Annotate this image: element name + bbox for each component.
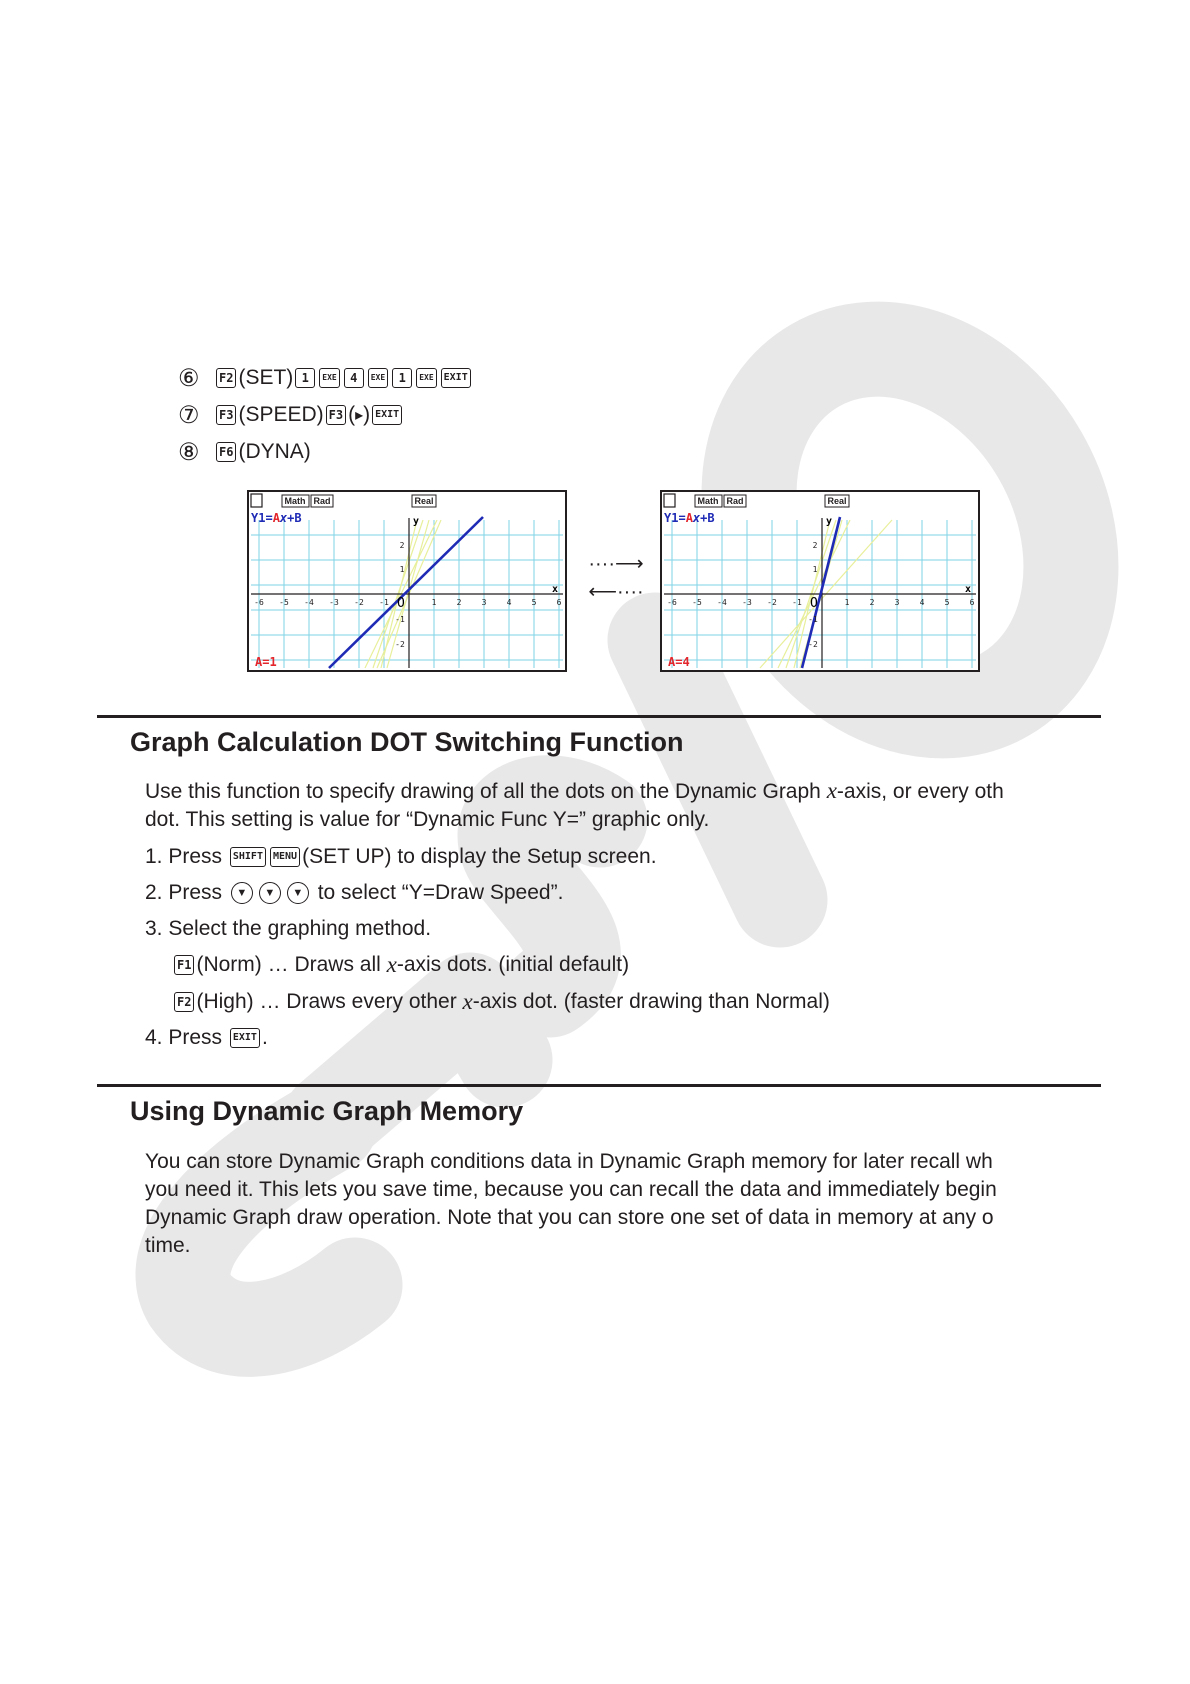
x-tick: 4 bbox=[506, 598, 512, 607]
step-number: ⑧ bbox=[178, 438, 200, 466]
instruction-step-1 bbox=[145, 842, 657, 872]
f2-key[interactable]: F2 bbox=[216, 368, 236, 388]
section-divider bbox=[97, 1084, 1101, 1087]
instruction-step-2 bbox=[145, 878, 563, 908]
section-divider bbox=[97, 715, 1101, 718]
x-tick: -1 bbox=[379, 598, 389, 607]
f1-key[interactable]: F1 bbox=[174, 955, 194, 975]
x-axis-label: x bbox=[965, 584, 972, 595]
x-tick: 1 bbox=[431, 598, 437, 607]
step-text: (SET) bbox=[238, 366, 294, 389]
menu-key[interactable]: MENU bbox=[270, 847, 300, 867]
x-axis-label: x bbox=[552, 584, 559, 595]
x-tick: -4 bbox=[717, 598, 727, 607]
intro-text: Use this function to specify drawing of all the dots on the Dynamic Graph bbox=[145, 780, 827, 803]
exe-key[interactable]: EXE bbox=[319, 368, 339, 388]
section-heading-graph-memory: Using Dynamic Graph Memory bbox=[130, 1096, 524, 1126]
x-tick: 3 bbox=[481, 598, 487, 607]
exit-key[interactable]: EXIT bbox=[441, 368, 471, 388]
y-tick: -2 bbox=[808, 640, 818, 649]
section2-body bbox=[145, 1148, 1125, 1260]
param-label: A=4 bbox=[668, 655, 690, 669]
key-1[interactable]: 1 bbox=[392, 368, 412, 388]
y-tick: 2 bbox=[812, 541, 818, 550]
step-8 bbox=[178, 438, 311, 466]
real-badge: Real bbox=[827, 496, 847, 506]
y-tick: -1 bbox=[808, 615, 818, 624]
formula: Y1=Ax+B bbox=[251, 511, 302, 525]
down-arrow-key[interactable]: ▼ bbox=[259, 882, 281, 904]
option-text: -axis dots. (initial default) bbox=[396, 953, 630, 976]
section-heading-dot-switching: Graph Calculation DOT Switching Function bbox=[130, 727, 684, 757]
paren-open: ( bbox=[348, 403, 356, 426]
y-tick: 1 bbox=[399, 565, 405, 574]
x-tick: -4 bbox=[304, 598, 314, 607]
rad-badge: Rad bbox=[726, 496, 744, 506]
step-number: ⑦ bbox=[178, 401, 200, 429]
shift-key[interactable]: SHIFT bbox=[230, 847, 266, 867]
x-tick: 4 bbox=[919, 598, 925, 607]
option-norm bbox=[172, 950, 629, 980]
x-variable: x bbox=[826, 778, 837, 803]
x-tick: 5 bbox=[944, 598, 950, 607]
step-text: (DYNA) bbox=[238, 440, 311, 463]
step-number: ⑥ bbox=[178, 364, 200, 392]
x-tick: 3 bbox=[894, 598, 900, 607]
instruction-step-4 bbox=[145, 1023, 268, 1053]
x-tick: -2 bbox=[767, 598, 777, 607]
x-tick: -5 bbox=[279, 598, 289, 607]
y-axis-label: y bbox=[413, 516, 420, 527]
section1-intro bbox=[145, 777, 1125, 834]
formula: Y1=Ax+B bbox=[664, 511, 715, 525]
y-tick: -2 bbox=[395, 640, 405, 649]
step-6 bbox=[178, 364, 473, 392]
x-tick: -6 bbox=[667, 598, 677, 607]
x-tick: -1 bbox=[792, 598, 802, 607]
step-7 bbox=[178, 401, 404, 429]
body-line: Dynamic Graph draw operation. Note that you can store one set of data in memory at any o bbox=[145, 1206, 994, 1229]
exe-key[interactable]: EXE bbox=[416, 368, 436, 388]
exe-key[interactable]: EXE bbox=[368, 368, 388, 388]
intro-text: dot. This setting is value for “Dynamic Func Y=” graphic only. bbox=[145, 808, 710, 831]
f6-key[interactable]: F6 bbox=[216, 442, 236, 462]
math-badge: Math bbox=[697, 496, 719, 506]
origin-label: O bbox=[810, 596, 818, 611]
x-tick: -5 bbox=[692, 598, 702, 607]
exit-key[interactable]: EXIT bbox=[372, 405, 402, 425]
step-text: to select “Y=Draw Speed”. bbox=[311, 881, 564, 904]
real-badge: Real bbox=[414, 496, 434, 506]
step-text: 2. Press bbox=[145, 881, 228, 904]
exit-key[interactable]: EXIT bbox=[230, 1028, 260, 1048]
x-tick: -3 bbox=[329, 598, 339, 607]
key-1[interactable]: 1 bbox=[295, 368, 315, 388]
x-variable: x bbox=[462, 989, 473, 1014]
speed-icon: ▸ bbox=[355, 407, 364, 424]
step-text: . bbox=[261, 1026, 268, 1049]
f3-key[interactable]: F3 bbox=[216, 405, 236, 425]
calculator-screen-a1 bbox=[247, 490, 567, 672]
option-text: (High) … Draws every other bbox=[196, 990, 463, 1013]
back-arrow: ⟵···· bbox=[588, 581, 644, 603]
x-variable: x bbox=[386, 952, 397, 977]
body-line: you need it. This lets you save time, because you can recall the data and immediately begin bbox=[145, 1178, 997, 1201]
step-text: (SET UP) to display the Setup screen. bbox=[302, 845, 657, 868]
x-tick: 6 bbox=[969, 598, 975, 607]
param-label: A=1 bbox=[255, 655, 277, 669]
down-arrow-key[interactable]: ▼ bbox=[287, 882, 309, 904]
intro-text: -axis, or every oth bbox=[836, 780, 1004, 803]
x-tick: 5 bbox=[531, 598, 537, 607]
x-tick: 6 bbox=[556, 598, 562, 607]
rad-badge: Rad bbox=[313, 496, 331, 506]
x-tick: 2 bbox=[456, 598, 462, 607]
y-tick: 2 bbox=[399, 541, 405, 550]
origin-label: O bbox=[397, 596, 405, 611]
f2-key[interactable]: F2 bbox=[174, 992, 194, 1012]
option-text: -axis dot. (faster drawing than Normal) bbox=[472, 990, 830, 1013]
f3-key[interactable]: F3 bbox=[326, 405, 346, 425]
calculator-screen-a4 bbox=[660, 490, 980, 672]
x-tick: 2 bbox=[869, 598, 875, 607]
option-high bbox=[172, 987, 830, 1017]
step-text: 1. Press bbox=[145, 845, 228, 868]
step-text: 4. Press bbox=[145, 1026, 228, 1049]
key-4[interactable]: 4 bbox=[344, 368, 364, 388]
y-tick: 1 bbox=[812, 565, 818, 574]
x-tick: -2 bbox=[354, 598, 364, 607]
body-line: You can store Dynamic Graph conditions data in Dynamic Graph memory for later recall wh bbox=[145, 1150, 993, 1173]
forward-arrow: ····⟶ bbox=[588, 553, 644, 575]
x-tick: -6 bbox=[254, 598, 264, 607]
graph-a4 bbox=[660, 490, 980, 672]
body-line: time. bbox=[145, 1234, 191, 1257]
graph-a1 bbox=[247, 490, 567, 672]
y-axis-label: y bbox=[826, 516, 833, 527]
math-badge: Math bbox=[284, 496, 306, 506]
x-tick: -3 bbox=[742, 598, 752, 607]
step-text: (SPEED) bbox=[238, 403, 324, 426]
option-text: (Norm) … Draws all bbox=[196, 953, 387, 976]
paren-close: ) bbox=[363, 403, 371, 426]
down-arrow-key[interactable]: ▼ bbox=[231, 882, 253, 904]
y-tick: -1 bbox=[395, 615, 405, 624]
x-tick: 1 bbox=[844, 598, 850, 607]
transition-arrows bbox=[586, 550, 646, 606]
instruction-step-3: 3. Select the graphing method. bbox=[145, 917, 432, 940]
